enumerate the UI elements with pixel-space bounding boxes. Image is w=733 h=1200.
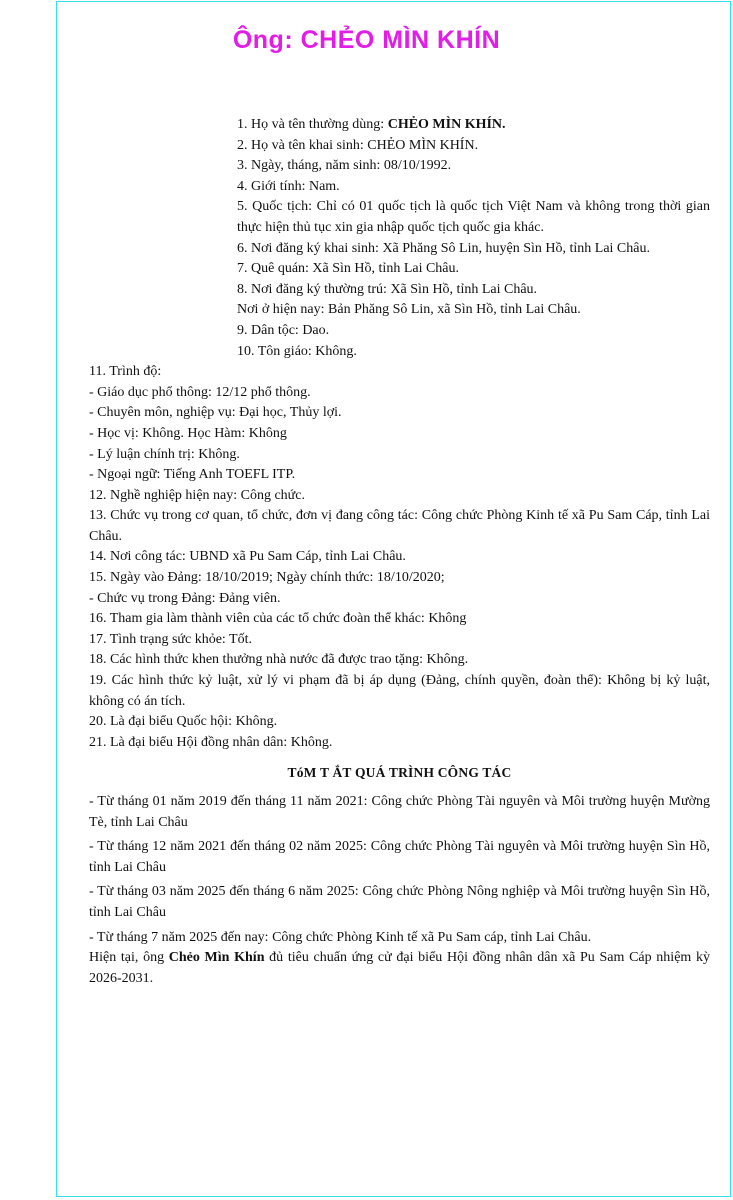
- info-line-8: 8. Nơi đăng ký thường trú: Xã Sìn Hồ, tỉnh Lai Châu.: [237, 281, 538, 297]
- detail-line-15: 15. Ngày vào Đảng: 18/10/2019; Ngày chính thức: 18/10/2020;: [89, 570, 445, 586]
- career-item: - Từ tháng 03 năm 2025 đến tháng 6 năm 2025: Công chức Phòng Nông nghiệp và Môi trường huyện Sìn Hồ, tỉnh Lai Châu: [89, 884, 710, 920]
- info-line-1-label: 1. Họ và tên thường dùng:: [237, 117, 388, 132]
- detail-line-11e: - Ngoại ngữ: Tiếng Anh TOEFL ITP.: [89, 467, 296, 483]
- career-block: [89, 792, 710, 989]
- info-line-4: 4. Giới tính: Nam.: [237, 178, 340, 194]
- detail-line-20: 20. Là đại biểu Quốc hội: Không.: [89, 714, 278, 730]
- detail-line-15a: - Chức vụ trong Đảng: Đảng viên.: [89, 590, 281, 606]
- career-item: - Từ tháng 7 năm 2025 đến nay: Công chức Phòng Kinh tế xã Pu Sam cáp, tỉnh Lai Châu.: [89, 929, 592, 945]
- common-name: CHẺO MÌN KHÍN.: [387, 117, 506, 132]
- info-line-1: [237, 115, 710, 136]
- personal-info-block: [89, 115, 710, 362]
- info-line-6: 6. Nơi đăng ký khai sinh: Xã Phăng Sô Lin, huyện Sìn Hồ, tỉnh Lai Châu.: [237, 240, 650, 256]
- page-title: Ông: CHẺO MÌN KHÍN: [232, 26, 501, 54]
- conclusion: [89, 948, 710, 989]
- detail-line-19: 19. Các hình thức kỷ luật, xử lý vi phạm đã bị áp dụng (Đảng, chính quyền, đoàn thể): Không bị kỷ luật, không có án tích.: [89, 673, 710, 709]
- info-line-10: 10. Tôn giáo: Không.: [237, 343, 357, 359]
- info-line-3: 3. Ngày, tháng, năm sinh: 08/10/1992.: [237, 158, 452, 174]
- career-item: - Từ tháng 01 năm 2019 đến tháng 11 năm 2021: Công chức Phòng Tài nguyên và Môi trường huyện Mường Tè, tỉnh Lai Châu: [89, 794, 710, 830]
- detail-line-14: 14. Nơi công tác: UBND xã Pu Sam Cáp, tỉnh Lai Châu.: [89, 549, 406, 565]
- detail-line-17: 17. Tình trạng sức khỏe: Tốt.: [89, 631, 252, 647]
- info-line-8b: Nơi ở hiện nay: Bản Phăng Sô Lin, xã Sìn Hồ, tỉnh Lai Châu.: [237, 302, 581, 318]
- detail-line-18: 18. Các hình thức khen thưởng nhà nước đã được trao tặng: Không.: [89, 652, 469, 668]
- details-block: [89, 362, 710, 753]
- career-heading: TóM T ẮT QUÁ TRÌNH CÔNG TÁC: [287, 765, 512, 781]
- detail-line-12: 12. Nghề nghiệp hiện nay: Công chức.: [89, 487, 305, 503]
- conclusion-pre: Hiện tại, ông: [89, 950, 169, 966]
- info-line-2: 2. Họ và tên khai sinh: CHẺO MÌN KHÍN.: [237, 137, 479, 153]
- detail-line-11b: - Chuyên môn, nghiệp vụ: Đại học, Thủy lợi.: [89, 405, 342, 421]
- conclusion-post: đủ tiêu chuẩn ứng cử đại biểu Hội đồng nhân dân xã Pu Sam Cáp nhiệm kỳ 2026-2031.: [89, 950, 710, 986]
- document-body: [89, 115, 710, 993]
- career-item: - Từ tháng 12 năm 2021 đến tháng 02 năm 2025: Công chức Phòng Tài nguyên và Môi trường huyện Sìn Hồ, tỉnh Lai Châu: [89, 839, 710, 875]
- detail-line-11d: - Lý luận chính trị: Không.: [89, 446, 240, 462]
- detail-line-13: 13. Chức vụ trong cơ quan, tổ chức, đơn vị đang công tác: Công chức Phòng Kinh tế xã Pu Sam Cáp, tỉnh Lai Châu.: [89, 508, 710, 544]
- detail-line-21: 21. Là đại biểu Hội đồng nhân dân: Không.: [89, 734, 333, 750]
- detail-line-11: 11. Trình độ:: [89, 364, 162, 380]
- detail-line-16: 16. Tham gia làm thành viên của các tổ chức đoàn thể khác: Không: [89, 611, 467, 627]
- info-line-9: 9. Dân tộc: Dao.: [237, 322, 330, 338]
- info-line-7: 7. Quê quán: Xã Sìn Hồ, tỉnh Lai Châu.: [237, 261, 460, 277]
- detail-line-11c: - Học vị: Không. Học Hàm: Không: [89, 425, 287, 441]
- detail-line-11a: - Giáo dục phổ thông: 12/12 phổ thông.: [89, 384, 311, 400]
- candidate-name: Chẻo Mìn Khín: [168, 950, 265, 966]
- info-line-5: 5. Quốc tịch: Chỉ có 01 quốc tịch là quốc tịch Việt Nam và không trong thời gian thực hiện thủ tục xin gia nhập quốc tịch quốc gia khác.: [237, 199, 710, 235]
